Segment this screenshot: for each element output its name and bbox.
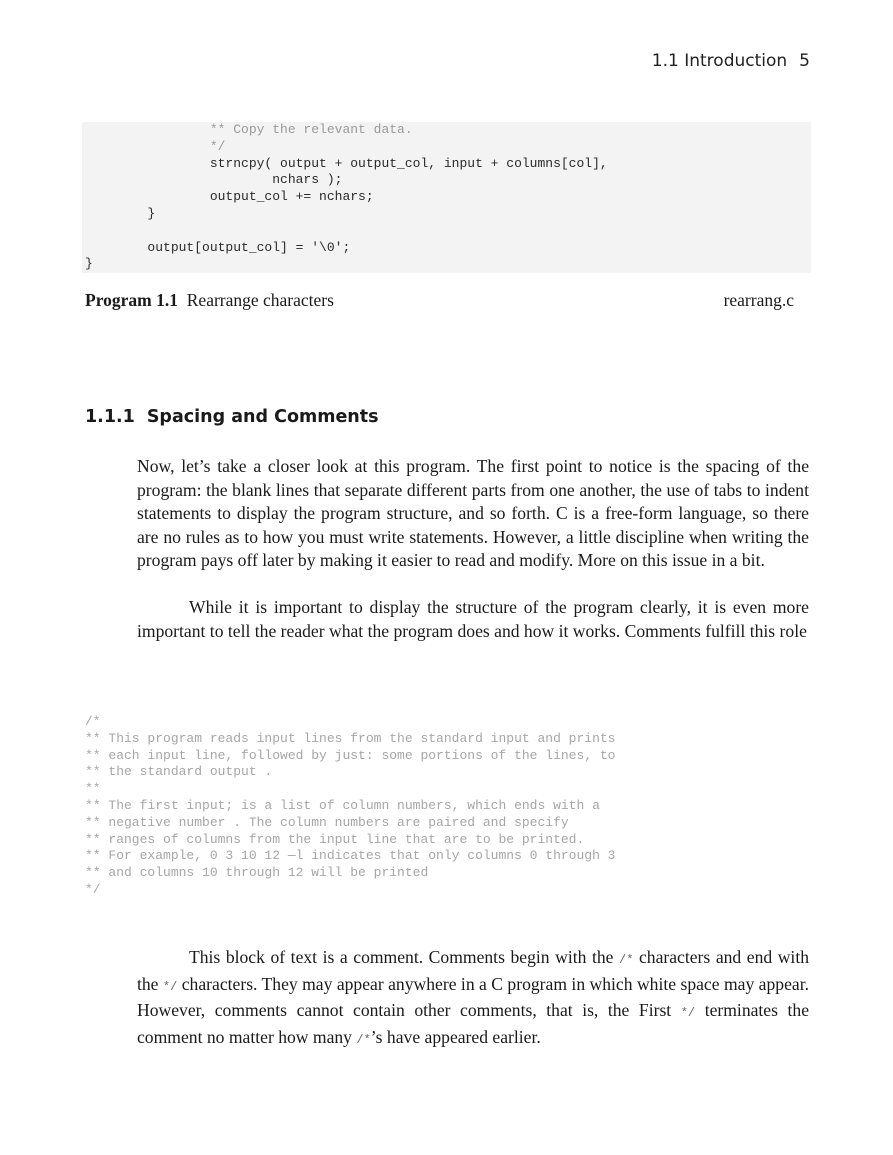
section-title-text: Spacing and Comments	[146, 407, 379, 427]
section-number: 1.1.1	[85, 407, 135, 427]
comment-line: */	[85, 881, 101, 897]
header-section-title: 1.1 Introduction	[651, 51, 788, 71]
code-line: nchars );	[85, 172, 343, 188]
comment-line: ** ranges of columns from the input line that are to be printed.	[85, 831, 585, 847]
code-line: }	[85, 205, 156, 221]
code-line: }	[85, 256, 93, 272]
code-line: ** Copy the relevant data.	[85, 122, 413, 137]
code-line: output[output_col] = '\0';	[85, 239, 351, 255]
comment-line: ** The first input; is a list of column numbers, which ends with a	[85, 797, 600, 813]
comment-example-text	[85, 714, 616, 899]
caption-label: Program 1.1	[85, 290, 178, 310]
comment-example	[85, 714, 616, 899]
caption-title: Rearrange characters	[186, 290, 334, 310]
paragraph-text: characters. They may appear anywhere in a C program in which white space may appear. However, comments cannot contain other comments, that is, the First	[137, 973, 809, 1020]
paragraph-text: This block of text is a comment. Comments begin with the	[189, 947, 614, 967]
body-paragraph: While it is important to display the structure of the program clearly, it is even more important to tell the reader what the program does and how it works. Comments fulfill this role	[137, 597, 809, 641]
comment-line: ** This program reads input lines from the standard input and prints	[85, 730, 616, 746]
paragraph-text: terminates the comment no matter how many	[137, 1000, 810, 1047]
paragraph-text: ’s have appeared earlier.	[370, 1026, 541, 1047]
inline-code: /*	[356, 1032, 371, 1047]
body-paragraph: Now, let’s take a closer look at this program. The first point to notice is the spacing of the program: the blank lines that separate different parts from one another, the use of tabs to indent statements to display the program structure, and so forth. C is a free-form language, so there are no rules as to how you must write statements. However, a little discipline when writing the program pays off later by making it easier to read and modify. More on this issue in a bit.	[137, 456, 809, 570]
comment-line: ** and columns 10 through 12 will be printed	[85, 865, 429, 881]
code-listing-text	[85, 122, 608, 273]
code-listing	[82, 122, 811, 273]
comment-line: ** For example, 0 3 10 12 —l indicates that only columns 0 through 3	[85, 848, 616, 864]
section-heading	[85, 407, 379, 427]
comment-line: ** the standard output .	[85, 764, 273, 780]
comment-line: ** each input line, followed by just: some portions of the lines, to	[85, 747, 616, 763]
running-header	[652, 51, 810, 71]
inline-code: */	[680, 1006, 696, 1020]
comment-line: /*	[85, 714, 101, 729]
caption-filename: rearrang.c	[723, 290, 794, 310]
comment-line: ** negative number . The column numbers are paired and specify	[85, 814, 569, 830]
code-line: */	[85, 138, 226, 154]
comment-line: **	[85, 781, 101, 797]
page-number: 5	[799, 51, 810, 71]
inline-code: */	[162, 979, 178, 994]
body-paragraph	[137, 946, 809, 1052]
code-line: strncpy( output + output_col, input + columns[col],	[85, 155, 608, 171]
code-line: output_col += nchars;	[85, 189, 374, 205]
paragraph-text: characters and end with the	[137, 947, 810, 994]
program-caption	[85, 290, 794, 311]
inline-code: /*	[619, 953, 634, 967]
